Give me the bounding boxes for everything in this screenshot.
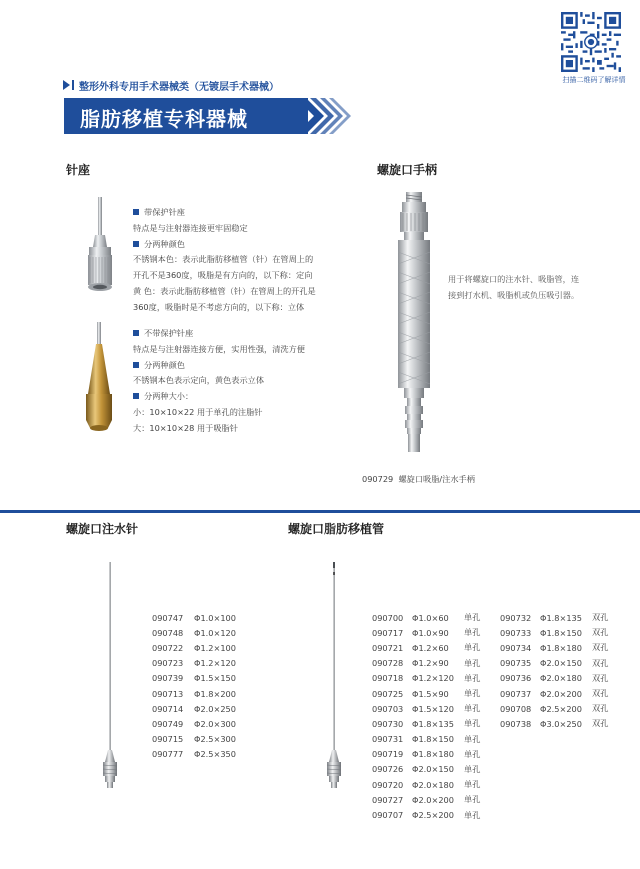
text-line: 360度，吸脂时是不考虑方向的，以下称：立体: [133, 301, 305, 312]
table-row: [500, 610, 614, 625]
table-row: [152, 716, 254, 731]
table-row: [372, 656, 486, 671]
product-code: 090727: [372, 794, 404, 805]
hole-type: 单孔: [464, 763, 481, 774]
handle-description: [448, 271, 628, 303]
product-code: 090729: [362, 474, 394, 484]
product-spec: Φ1.2×90: [412, 658, 449, 669]
product-code: 090732: [500, 612, 532, 623]
bullet-line: 分两种大小：: [133, 389, 305, 405]
product-code: 090719: [372, 749, 404, 760]
section-heading-injection-needle: 螺旋口注水针: [66, 522, 139, 536]
table-row: [372, 610, 486, 625]
protected-needle-seat-image: [82, 197, 118, 301]
hole-type: 双孔: [592, 657, 609, 668]
table-row: [372, 671, 486, 686]
table-row: [500, 625, 614, 640]
product-code: 090713: [152, 688, 184, 699]
product-code: 090720: [372, 779, 404, 790]
bullet-line: 分两种颜色: [133, 237, 316, 253]
text-line: 特点是与注射器连接方便，实用性强，清洗方便: [133, 343, 305, 354]
transplant-tube-table-single: [372, 610, 486, 823]
product-spec: Φ2.0×150: [412, 764, 454, 775]
square-bullet-icon: [133, 241, 139, 247]
product-spec: Φ2.0×200: [540, 688, 582, 699]
square-bullet-icon: [133, 393, 139, 399]
product-spec: Φ1.8×135: [540, 612, 582, 623]
product-code: 090731: [372, 734, 404, 745]
table-row: [152, 610, 254, 625]
square-bullet-icon: [133, 209, 139, 215]
page-title: 脂肪移植专科器械: [80, 107, 248, 131]
text-line: 开孔不是360度，吸脂是有方向的，以下称：定向: [133, 270, 313, 281]
handle-caption: [362, 472, 475, 488]
product-code: 090725: [372, 688, 404, 699]
product-spec: Φ1.8×150: [540, 627, 582, 638]
product-spec: Φ1.8×180: [540, 642, 582, 653]
product-code: 090718: [372, 673, 404, 684]
table-row: [372, 807, 486, 822]
product-code: 090777: [152, 749, 184, 760]
product-spec: Φ1.5×150: [194, 673, 236, 684]
injection-needle-image: [98, 562, 122, 798]
hole-type: 双孔: [592, 703, 609, 714]
bullet-line: 分两种颜色: [133, 358, 305, 374]
table-row: [500, 640, 614, 655]
product-spec: Φ2.0×250: [194, 703, 236, 714]
text-line: 接到打水机、吸脂机或负压吸引器。: [448, 290, 580, 300]
hole-type: 单孔: [464, 642, 481, 653]
needle-seat-block-1: [133, 205, 316, 316]
product-spec: Φ2.0×180: [412, 779, 454, 790]
category-label: 整形外科专用手术器械类（无镀层手术器械）: [79, 82, 279, 93]
product-code: 090736: [500, 673, 532, 684]
product-code: 090739: [152, 673, 184, 684]
table-row: [152, 671, 254, 686]
table-row: [152, 747, 254, 762]
table-row: [372, 701, 486, 716]
table-row: [372, 686, 486, 701]
product-code: 090733: [500, 627, 532, 638]
bullet-line: 带保护针座: [133, 205, 316, 221]
product-code: 090738: [500, 718, 532, 729]
table-row: [152, 656, 254, 671]
product-spec: Φ1.0×90: [412, 627, 449, 638]
product-spec: Φ2.0×150: [540, 658, 582, 669]
unprotected-needle-seat-image: [80, 322, 118, 438]
section-heading-transplant-tube: 螺旋口脂肪移植管: [288, 522, 385, 536]
hole-type: 双孔: [592, 672, 609, 683]
table-row: [372, 732, 486, 747]
table-row: [500, 686, 614, 701]
hole-type: 双孔: [592, 612, 609, 623]
product-spec: Φ2.5×200: [540, 703, 582, 714]
product-spec: Φ2.0×200: [412, 794, 454, 805]
hole-type: 双孔: [592, 688, 609, 699]
product-code: 090703: [372, 703, 404, 714]
product-spec: Φ3.0×250: [540, 718, 582, 729]
product-spec: Φ2.5×350: [194, 749, 236, 760]
product-code: 090737: [500, 688, 532, 699]
product-code: 090708: [500, 703, 532, 714]
product-spec: Φ2.5×300: [194, 734, 236, 745]
product-code: 090749: [152, 718, 184, 729]
transplant-tube-table-double: [500, 610, 614, 732]
transplant-tube-image: [322, 562, 346, 798]
bullet-line: 不带保护针座: [133, 326, 305, 342]
product-code: 090721: [372, 642, 404, 653]
table-row: [372, 747, 486, 762]
product-code: 090722: [152, 642, 184, 653]
banner-stripes-decoration: [296, 98, 358, 138]
spiral-handle-image: [386, 192, 442, 464]
product-spec: Φ1.8×180: [412, 749, 454, 760]
hole-type: 单孔: [464, 627, 481, 638]
hole-type: 单孔: [464, 703, 481, 714]
text-line: 不锈钢本色表示定向，黄色表示立体: [133, 375, 265, 386]
product-name: 螺旋口吸脂/注水手柄: [398, 474, 475, 484]
table-row: [152, 701, 254, 716]
category-arrow-icon: [63, 80, 70, 90]
hole-type: 单孔: [464, 779, 481, 790]
product-spec: Φ1.8×150: [412, 734, 454, 745]
product-code: 090726: [372, 764, 404, 775]
product-spec: Φ2.5×200: [412, 810, 454, 821]
category-bar: [72, 80, 74, 90]
text-line: 不锈钢本色：表示此脂肪移植管（针）在管周上的: [133, 254, 314, 265]
product-spec: Φ1.2×120: [194, 658, 236, 669]
hole-type: 双孔: [592, 642, 609, 653]
product-code: 090747: [152, 612, 184, 623]
table-row: [372, 777, 486, 792]
hole-type: 单孔: [464, 809, 481, 820]
product-code: 090715: [152, 734, 184, 745]
text-line: 大：10×10×28 用于吸脂针: [133, 422, 238, 433]
text-line: 特点是与注射器连接更牢固稳定: [133, 222, 248, 233]
hole-type: 单孔: [464, 794, 481, 805]
product-spec: Φ2.0×180: [540, 673, 582, 684]
product-spec: Φ1.2×120: [412, 673, 454, 684]
needle-seat-block-2: [133, 326, 305, 437]
product-spec: Φ1.0×120: [194, 627, 236, 638]
product-code: 090717: [372, 627, 404, 638]
square-bullet-icon: [133, 330, 139, 336]
product-spec: Φ1.2×60: [412, 642, 449, 653]
product-code: 090723: [152, 658, 184, 669]
square-bullet-icon: [133, 362, 139, 368]
product-code: 090700: [372, 612, 404, 623]
section-heading-handle: 螺旋口手柄: [377, 163, 438, 177]
section-heading-needle-seat: 针座: [66, 163, 91, 177]
table-row: [372, 640, 486, 655]
qr-code-graphic: [561, 12, 621, 72]
table-row: [372, 792, 486, 807]
hole-type: 双孔: [592, 718, 609, 729]
product-code: 090734: [500, 642, 532, 653]
table-row: [152, 625, 254, 640]
product-code: 090735: [500, 658, 532, 669]
product-spec: Φ1.8×135: [412, 718, 454, 729]
text-line: 用于将螺旋口的注水针、吸脂管，连: [448, 274, 580, 284]
product-spec: Φ1.0×100: [194, 612, 236, 623]
table-row: [372, 625, 486, 640]
hole-type: 单孔: [464, 733, 481, 744]
product-code: 090748: [152, 627, 184, 638]
product-code: 090707: [372, 810, 404, 821]
product-code: 090730: [372, 718, 404, 729]
table-row: [372, 762, 486, 777]
hole-type: 单孔: [464, 718, 481, 729]
product-spec: Φ2.0×300: [194, 718, 236, 729]
hole-type: 单孔: [464, 657, 481, 668]
table-row: [372, 716, 486, 731]
hole-type: 双孔: [592, 627, 609, 638]
product-spec: Φ1.5×90: [412, 688, 449, 699]
table-row: [500, 716, 614, 731]
section-divider: [0, 510, 640, 513]
table-row: [152, 686, 254, 701]
table-row: [500, 701, 614, 716]
product-spec: Φ1.0×60: [412, 612, 449, 623]
injection-needle-table: [152, 610, 254, 762]
text-line: 黄 色：表示此脂肪移植管（针）在管周上的开孔是: [133, 285, 316, 296]
hole-type: 单孔: [464, 688, 481, 699]
text-line: 小：10×10×22 用于单孔的注脂针: [133, 406, 263, 417]
product-spec: Φ1.5×120: [412, 703, 454, 714]
product-code: 090728: [372, 658, 404, 669]
product-code: 090714: [152, 703, 184, 714]
qr-caption: 扫描二维码了解详情: [562, 76, 626, 84]
table-row: [152, 640, 254, 655]
table-row: [500, 656, 614, 671]
hole-type: 单孔: [464, 748, 481, 759]
hole-type: 单孔: [464, 612, 481, 623]
table-row: [152, 732, 254, 747]
qr-code: [561, 12, 621, 72]
table-row: [500, 671, 614, 686]
product-spec: Φ1.8×200: [194, 688, 236, 699]
product-spec: Φ1.2×100: [194, 642, 236, 653]
hole-type: 单孔: [464, 672, 481, 683]
